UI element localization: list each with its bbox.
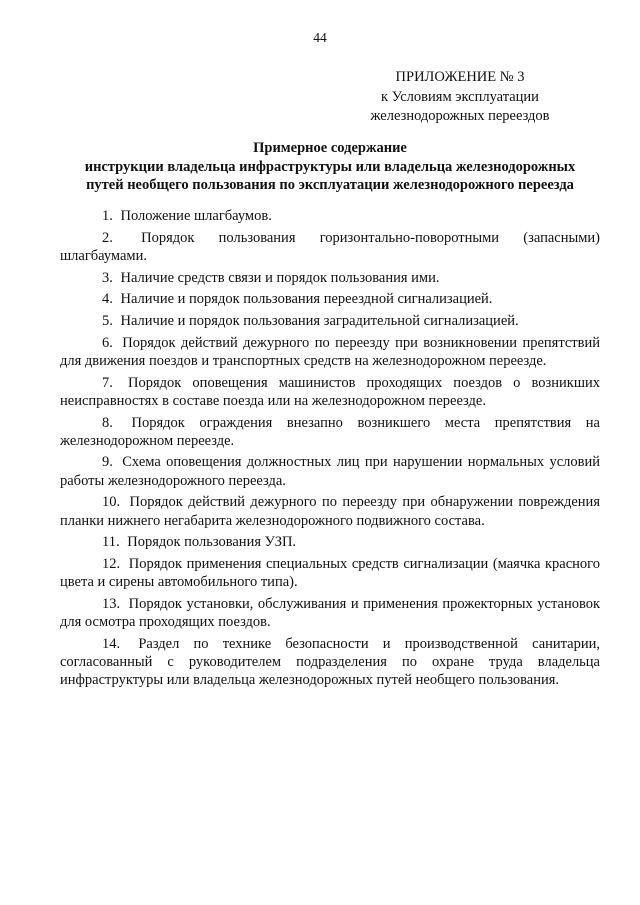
- list-item: [60, 334, 600, 370]
- list-item: [60, 374, 600, 410]
- item-number: 14.: [102, 635, 121, 652]
- item-text: Наличие и порядок пользования заградительной сигнализацией.: [120, 313, 519, 330]
- item-text: Наличие и порядок пользования переездной сигнализацией.: [120, 291, 493, 308]
- item-number: 6.: [102, 334, 113, 351]
- item-number: 3.: [102, 269, 113, 286]
- item-text: Порядок оповещения машинистов проходящих поездов о возникших неисправностях в составе поезда или на железнодорожном переезде.: [60, 374, 600, 409]
- item-text: Порядок пользования горизонтально-поворотными (запасными) шлагбаумами.: [60, 229, 600, 264]
- appendix-title: ПРИЛОЖЕНИЕ № 3: [395, 69, 525, 85]
- item-number: 7.: [102, 374, 113, 391]
- list-item: [60, 312, 600, 330]
- appendix-subtitle-1: к Условиям эксплуатации: [381, 88, 539, 105]
- item-number: 1.: [102, 208, 113, 224]
- heading-line-1: Примерное содержание: [253, 140, 407, 156]
- list-item: [60, 229, 600, 265]
- item-text: Положение шлагбаумов.: [120, 208, 272, 224]
- item-text: Схема оповещения должностных лиц при нарушении нормальных условий работы железнодорожного переезда.: [60, 454, 601, 489]
- item-text: Раздел по технике безопасности и производственной санитарии, согласованный с руководителем подразделения по охране труда владельца инфраструктуры или владельца железнодорожных путей необщего пользования.: [60, 635, 600, 689]
- appendix-subtitle-2: железнодорожных переездов: [370, 108, 550, 124]
- item-text: Порядок действий дежурного по переезду при возникновении препятствий для движения поездов и транспортных средств на железнодорожном переезде.: [60, 334, 600, 369]
- item-text: Наличие средств связи и порядок пользования ими.: [120, 269, 440, 286]
- heading-line-2: инструкции владельца инфраструктуры или владельца железнодорожных: [84, 158, 576, 175]
- list-item: [60, 635, 600, 690]
- heading-line-3: путей необщего пользования по эксплуатации железнодорожного переезда: [86, 177, 574, 193]
- list-item: [60, 290, 600, 308]
- list-item: [60, 533, 600, 551]
- list-item: [60, 453, 600, 489]
- item-text: Порядок применения специальных средств сигнализации (маячка красного цвета и сирены автомобильного типа).: [60, 555, 601, 591]
- item-number: 13.: [102, 595, 121, 612]
- list-item: [60, 269, 600, 287]
- instruction-items-list: [60, 207, 600, 693]
- item-number: 11.: [102, 534, 120, 551]
- item-text: Порядок действий дежурного по переезду при обнаружении повреждения планки нижнего негабарита железнодорожного подвижного состава.: [60, 494, 600, 529]
- list-item: [60, 595, 600, 631]
- item-number: 2.: [102, 229, 113, 246]
- item-number: 8.: [102, 414, 113, 431]
- item-number: 10.: [102, 494, 121, 511]
- item-text: Порядок ограждения внезапно возникшего места препятствия на железнодорожном переезде.: [60, 414, 600, 449]
- list-item: [60, 555, 600, 591]
- item-number: 4.: [102, 291, 113, 308]
- item-number: 5.: [102, 313, 113, 330]
- list-item: [60, 207, 600, 225]
- page-number: 44: [313, 30, 327, 45]
- appendix-header: [330, 68, 590, 127]
- list-item: [60, 414, 600, 450]
- item-text: Порядок пользования УЗП.: [127, 534, 297, 551]
- list-item: [60, 493, 600, 529]
- document-heading: [60, 139, 600, 195]
- item-number: 9.: [102, 454, 113, 471]
- item-text: Порядок установки, обслуживания и применения прожекторных установок для осмотра проходящих поездов.: [60, 595, 600, 631]
- item-number: 12.: [102, 555, 121, 572]
